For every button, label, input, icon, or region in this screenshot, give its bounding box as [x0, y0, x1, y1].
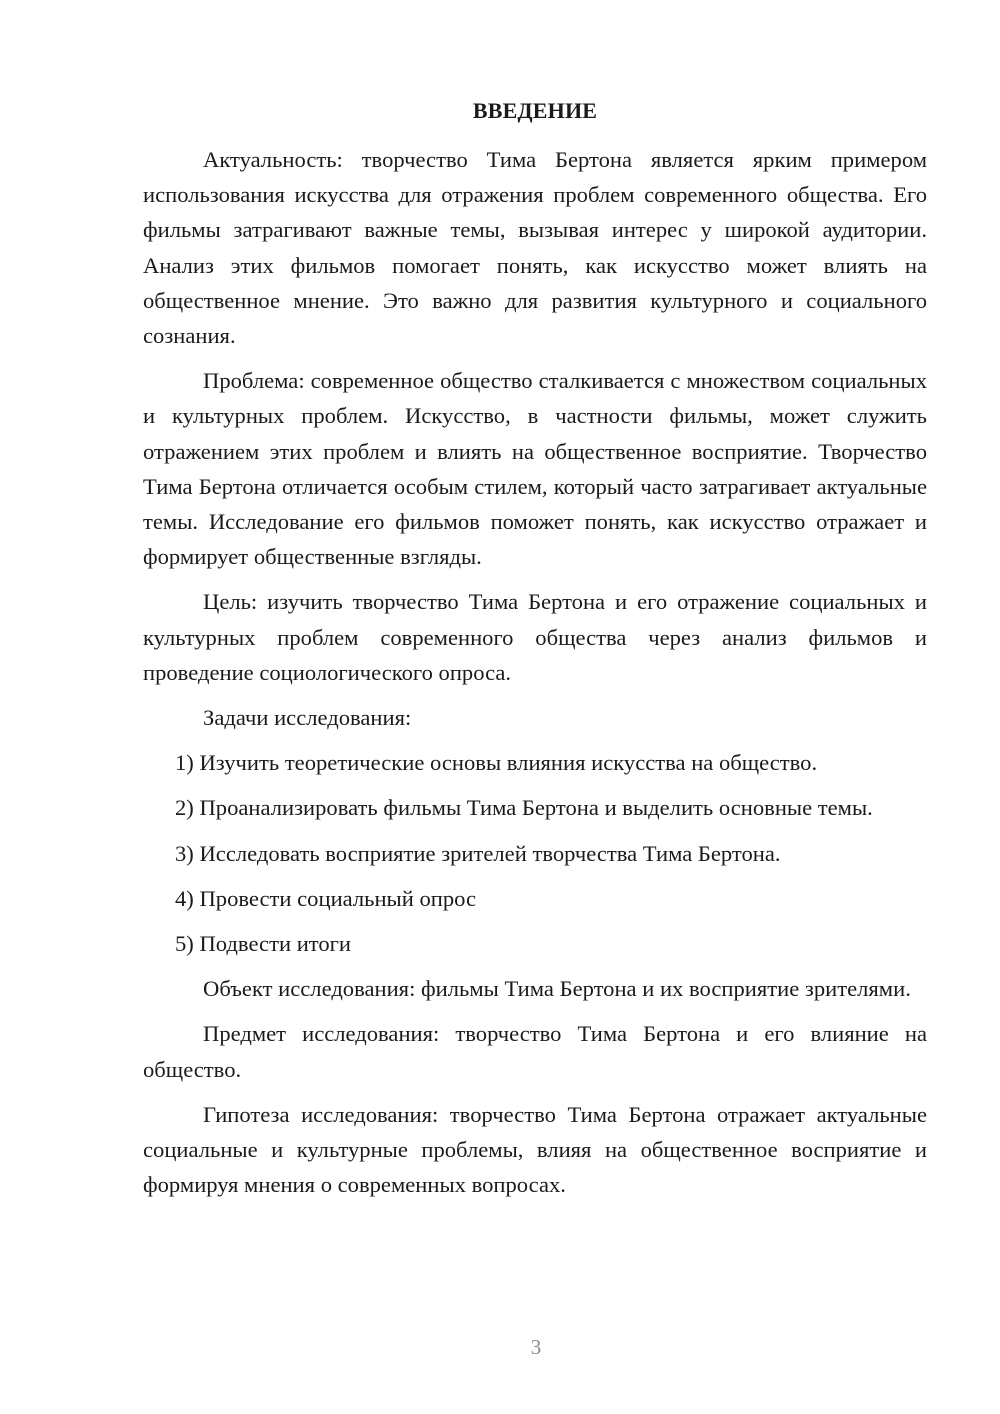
page-content [143, 93, 927, 1212]
paragraph-object: Объект исследования: фильмы Тима Бертона и их восприятие зрителями. [203, 976, 911, 1002]
paragraph-subject: Предмет исследования: творчество Тима Бертона и его влияние на общество. [143, 1021, 927, 1082]
page-number: 3 [530, 1335, 542, 1359]
paragraph-goal: Цель: изучить творчество Тима Бертона и его отражение социальных и культурных проблем современного общества через анализ фильмов и проведение социологического опроса. [143, 589, 927, 685]
list-item: 4) Провести социальный опрос [175, 885, 477, 911]
list-item: 3) Исследовать восприятие зрителей творчества Тима Бертона. [175, 840, 781, 866]
paragraph-hypothesis: Гипотеза исследования: творчество Тима Бертона отражает актуальные социальные и культурные проблемы, влияя на общественное восприятие и формируя мнения о современных вопросах. [143, 1101, 927, 1198]
section-title: ВВЕДЕНИЕ [472, 98, 598, 123]
list-item: 2) Проанализировать фильмы Тима Бертона и выделить основные темы. [175, 795, 873, 821]
tasks-list [143, 745, 927, 961]
list-item: 5) Подвести итоги [175, 931, 352, 957]
paragraph-problem: Проблема: современное общество сталкивается с множеством социальных и культурных проблем. Искусство, в частности фильмы, может служить отражением этих проблем и влиять на общественное восприятие. Творчество Тима Бертона отличается особым стилем, который часто затрагивает актуальные темы. Исследование его фильмов поможет понять, как искусство отражает и формирует общественные взгляды. [143, 368, 927, 570]
paragraph-relevance: Актуальность: творчество Тима Бертона является ярким примером использования искусства для отражения проблем современного общества. Его фильмы затрагивают важные темы, вызывая интерес у широкой аудитории. Анализ этих фильмов помогает понять, как искусство может влиять на общественное мнение. Это важно для развития культурного и социального сознания. [143, 147, 927, 349]
tasks-heading: Задачи исследования: [203, 705, 412, 731]
list-item: 1) Изучить теоретические основы влияния искусства на общество. [175, 750, 818, 776]
